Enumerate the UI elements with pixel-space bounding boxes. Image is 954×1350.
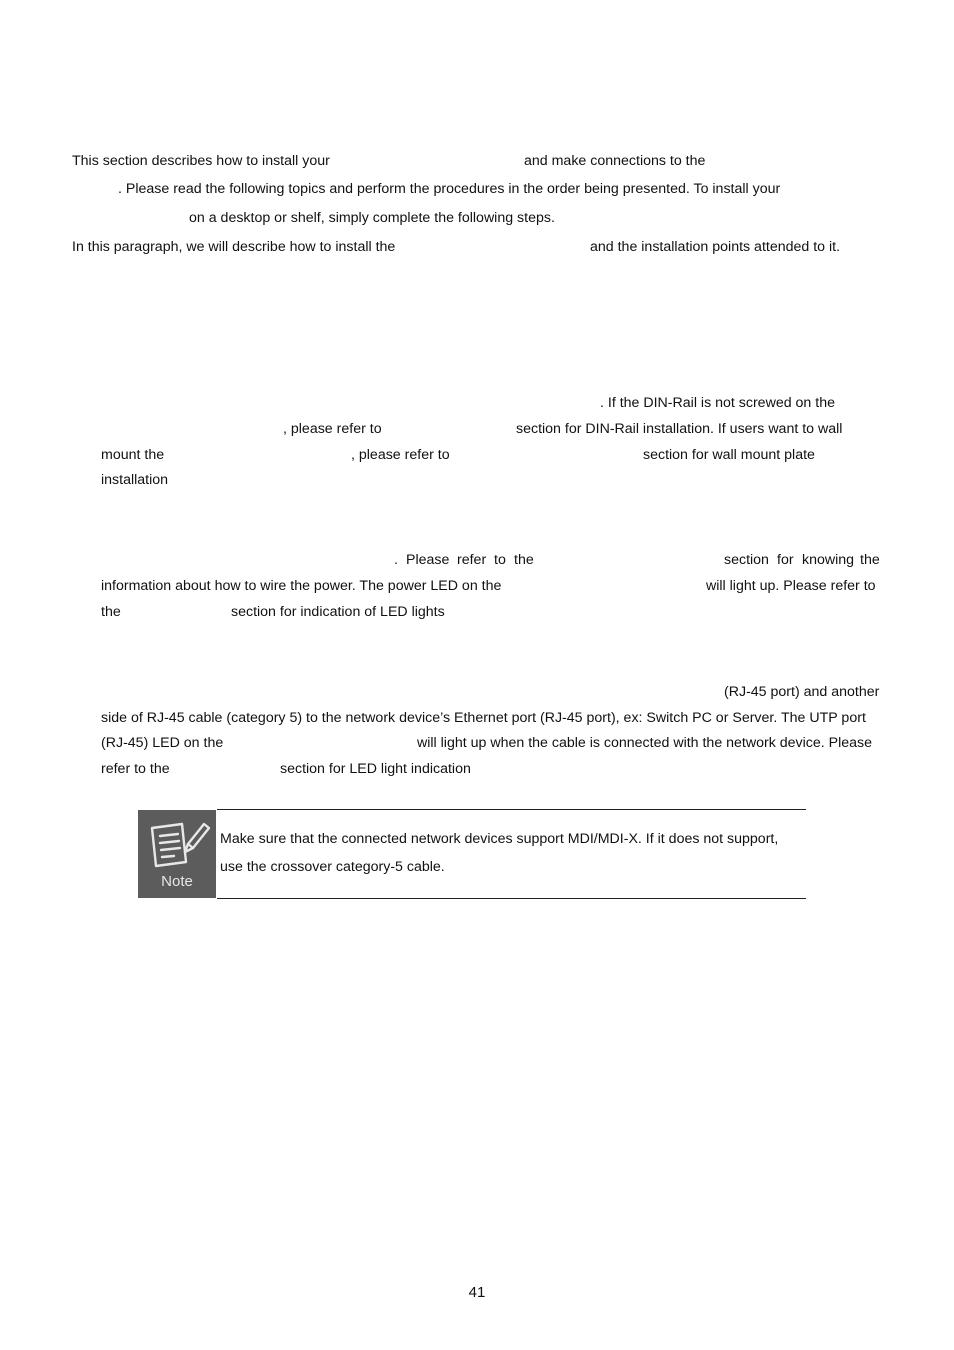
step1-text-b: , please refer to xyxy=(283,421,382,437)
step3-text-c1: (RJ-45) LED on the xyxy=(101,735,224,751)
step2-word: to xyxy=(494,552,506,568)
step2-word: refer xyxy=(457,552,487,568)
step2-text-d: will light up. Please refer to xyxy=(706,578,876,594)
step1-text-f: section for wall mount plate xyxy=(643,447,815,463)
note-text-line-2: use the crossover category-5 cable. xyxy=(220,859,445,875)
step2-word: the xyxy=(514,552,534,568)
step3-text-d2: section for LED light indication xyxy=(280,761,471,777)
step1-text-g: installation xyxy=(101,472,169,488)
pencil-paper-icon xyxy=(138,810,216,874)
step2-word: Please xyxy=(406,552,450,568)
note-bottom-rule xyxy=(217,898,806,899)
intro-line-1b: and make connections to the xyxy=(524,153,706,169)
intro-line-4b: and the installation points attended to it. xyxy=(590,239,841,255)
step1-text-a: . If the DIN-Rail is not screwed on the xyxy=(600,395,835,411)
step3-text-d1: refer to the xyxy=(101,761,170,777)
step2-text-f: section for indication of LED lights xyxy=(231,604,445,620)
intro-line-2: . Please read the following topics and perform the procedures in the order being presented. To install your xyxy=(118,181,781,197)
step3-text-a: (RJ-45 port) and another xyxy=(724,684,880,700)
intro-line-3: on a desktop or shelf, simply complete the following steps. xyxy=(189,210,555,226)
intro-line-1a: This section describes how to install your xyxy=(72,153,330,169)
step2-word: section xyxy=(724,552,769,568)
step3-text-c2: will light up when the cable is connected with the network device. Please xyxy=(417,735,873,751)
step1-text-c: section for DIN-Rail installation. If users want to wall xyxy=(516,421,843,437)
step2-word: . xyxy=(394,552,398,568)
step2-word: for xyxy=(777,552,794,568)
note-icon xyxy=(138,810,216,898)
step2-text-e: the xyxy=(101,604,121,620)
step1-text-e: , please refer to xyxy=(351,447,450,463)
step2-word: knowing xyxy=(802,552,855,568)
step2-text-c: information about how to wire the power. The power LED on the xyxy=(101,578,502,594)
step1-text-d: mount the xyxy=(101,447,165,463)
page-number: 41 xyxy=(468,1284,486,1301)
step3-text-b: side of RJ-45 cable (category 5) to the network device’s Ethernet port (RJ-45 port), ex: Switch PC or Server. The UTP port xyxy=(101,710,866,726)
note-top-rule xyxy=(217,809,806,810)
step2-word: the xyxy=(860,552,880,568)
note-label: Note xyxy=(161,873,193,890)
note-text-line-1: Make sure that the connected network devices support MDI/MDI-X. If it does not support, xyxy=(220,831,779,847)
intro-line-4a: In this paragraph, we will describe how to install the xyxy=(72,239,396,255)
